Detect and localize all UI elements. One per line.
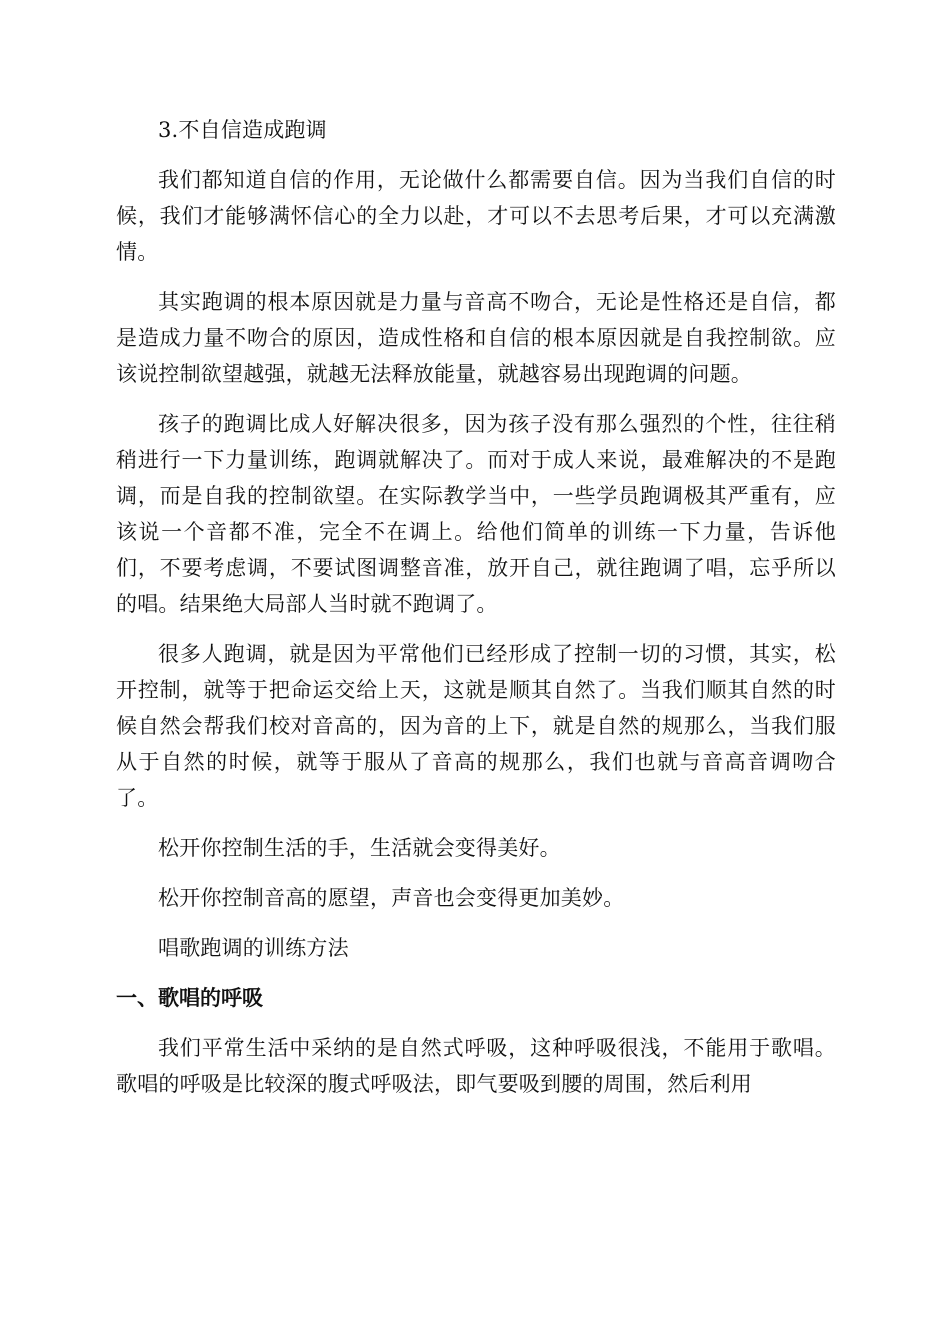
subsection-title-paragraph: 唱歌跑调的训练方法 (158, 936, 349, 960)
body-paragraph: 我们都知道自信的作用，无论做什么都需要自信。因为当我们自信的时候，我们才能够满怀信心的全力以赴，才可以不去思考后果，才可以充满激情。 (116, 168, 836, 264)
body-paragraph: 松开你控制音高的愿望，声音也会变得更加美妙。 (158, 886, 625, 910)
body-paragraph: 我们平常生活中采纳的是自然式呼吸，这种呼吸很浅，不能用于歌唱。歌唱的呼吸是比较深的腹式呼吸法，即气要吸到腰的周围，然后利用 (116, 1036, 836, 1096)
body-paragraph: 孩子的跑调比成人好解决很多，因为孩子没有那么强烈的个性，往往稍稍进行一下力量训练，跑调就解决了。而对于成人来说，最难解决的不是跑调，而是自我的控制欲望。在实际教学当中，一些学员跑调极其严重有，应该说一个音都不准，完全不在调上。给他们简单的训练一下力量，告诉他们，不要考虑调，不要试图调整音准，放开自己，就往跑调了唱，忘乎所以的唱。结果绝大局部人当时就不跑调了。 (116, 412, 836, 616)
document-body (116, 112, 836, 1116)
body-paragraph: 其实跑调的根本原因就是力量与音高不吻合，无论是性格还是自信，都是造成力量不吻合的原因，造成性格和自信的根本原因就是自我控制欲。应该说控制欲望越强，就越无法释放能量，就越容易出现跑调的问题。 (116, 290, 836, 386)
body-paragraph: 松开你控制生活的手，生活就会变得美好。 (158, 836, 561, 860)
section-heading: 一、歌唱的呼吸 (116, 986, 263, 1010)
body-paragraph: 很多人跑调，就是因为平常他们已经形成了控制一切的习惯，其实，松开控制，就等于把命运交给上天，这就是顺其自然了。当我们顺其自然的时候自然会帮我们校对音高的，因为音的上下，就是自然的规那么，当我们服从于自然的时候，就等于服从了音高的规那么，我们也就与音高音调吻合了。 (116, 642, 836, 810)
section-title-paragraph: 3.不自信造成跑调 (158, 118, 327, 142)
